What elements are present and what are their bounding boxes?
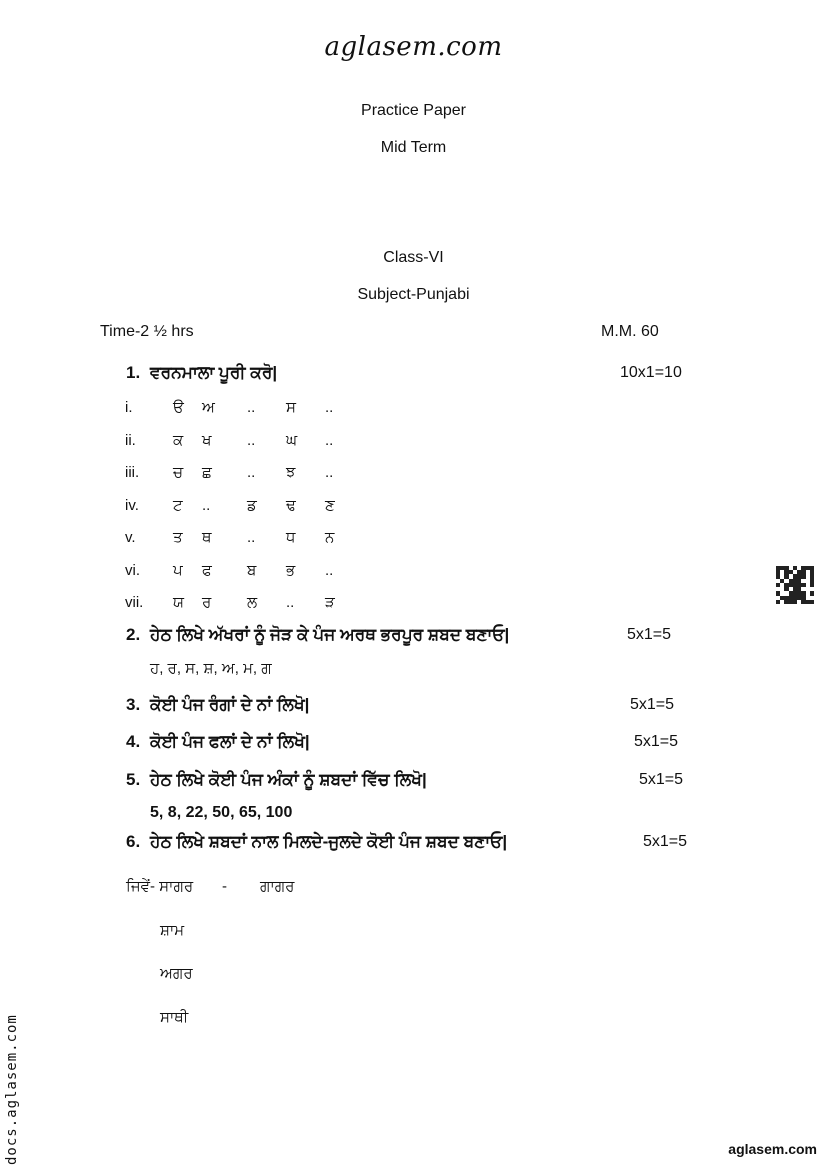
q6-number: 6. bbox=[126, 832, 141, 851]
q1-letter-cell: ਭ bbox=[286, 561, 296, 579]
subject-label: Subject-Punjabi bbox=[357, 286, 470, 303]
q6-word-3: ਸਾਥੀ bbox=[160, 1009, 189, 1026]
q1-letter-cell: .. bbox=[247, 431, 256, 449]
brand-logo: aglasem.com bbox=[324, 32, 503, 62]
q1-letter-cell: ਸ bbox=[286, 399, 296, 416]
qr-code bbox=[776, 566, 814, 604]
q1-letter-cell: ਪ bbox=[173, 561, 183, 579]
q3-number: 3. bbox=[126, 695, 141, 714]
time-label: Time-2 ½ hrs bbox=[100, 323, 194, 340]
q3-text: ਕੋਈ ਪੰਜ ਰੰਗਾਂ ਦੇ ਨਾਂ ਲਿਖੋ| bbox=[150, 695, 310, 714]
q6-example-answer: ਗਾਗਰ bbox=[260, 878, 295, 895]
max-marks: M.M. 60 bbox=[601, 323, 659, 340]
q6-word-2: ਅਗਰ bbox=[160, 965, 193, 982]
q6-marks: 5x1=5 bbox=[643, 833, 688, 850]
q1-letter-cell: ਤ bbox=[173, 529, 183, 546]
q1-row-number: iv. bbox=[125, 496, 139, 514]
q1-row-number: ii. bbox=[125, 431, 136, 449]
q1-letter-cell: .. bbox=[247, 529, 256, 546]
q1-letter-cell: ਥ bbox=[202, 529, 212, 546]
q4-text: ਕੋਈ ਪੰਜ ਫਲਾਂ ਦੇ ਨਾਂ ਲਿਖੋ| bbox=[150, 732, 310, 751]
q1-text: ਵਰਨਮਾਲਾ ਪੂਰੀ ਕਰੋ| bbox=[150, 363, 278, 382]
q1-letter-cell: .. bbox=[202, 496, 211, 514]
q5-numbers: 5, 8, 22, 50, 65, 100 bbox=[150, 804, 293, 821]
q2-number: 2. bbox=[126, 625, 141, 644]
q1-row-number: i. bbox=[125, 399, 133, 416]
q1-letter-cell: .. bbox=[325, 399, 334, 416]
q5-text: ਹੇਠ ਲਿਖੇ ਕੋਈ ਪੰਜ ਅੰਕਾਂ ਨੂੰ ਸ਼ਬਦਾਂ ਵਿੱਚ ਲਿਖੋ| bbox=[150, 770, 427, 789]
class-label: Class-VI bbox=[383, 249, 444, 266]
footer-brand: aglasem.com bbox=[728, 1141, 817, 1157]
q1-letter-cell: ੳ bbox=[173, 399, 184, 416]
side-watermark: docs.aglasem.com bbox=[4, 1014, 20, 1165]
q1-letter-cell: ਘ bbox=[286, 431, 298, 449]
q1-letter-cell: .. bbox=[325, 561, 334, 579]
q1-letter-cell: ਝ bbox=[286, 464, 296, 481]
q1-letter-cell: ਛ bbox=[202, 464, 212, 481]
q6-example-label: ਜਿਵੇਂ- ਸਾਗਰ bbox=[126, 878, 194, 895]
q6-text: ਹੇਠ ਲਿਖੇ ਸ਼ਬਦਾਂ ਨਾਲ ਮਿਲਦੇ-ਜੁਲਦੇ ਕੋਈ ਪੰਜ ਸ਼ਬਦ ਬਣਾਓ| bbox=[150, 832, 508, 851]
q1-letter-cell: .. bbox=[247, 464, 256, 481]
q1-letter-cell: ਕ bbox=[173, 431, 184, 449]
q1-letter-cell: ਬ bbox=[247, 561, 257, 579]
paper-type: Practice Paper bbox=[361, 102, 466, 119]
q1-letter-cell: ਖ bbox=[202, 431, 212, 449]
q1-letter-cell: .. bbox=[247, 399, 256, 416]
q5-marks: 5x1=5 bbox=[639, 771, 684, 788]
q2-text: ਹੇਠ ਲਿਖੇ ਅੱਖਰਾਂ ਨੂੰ ਜੋੜ ਕੇ ਪੰਜ ਅਰਥ ਭਰਪੂਰ ਸ਼ਬਦ ਬਣਾਓ| bbox=[150, 625, 510, 644]
q4-number: 4. bbox=[126, 732, 141, 751]
q1-marks: 10x1=10 bbox=[620, 364, 682, 381]
q2-marks: 5x1=5 bbox=[627, 626, 672, 643]
term: Mid Term bbox=[380, 139, 447, 156]
q4-marks: 5x1=5 bbox=[634, 733, 679, 750]
q1-row-number: vi. bbox=[125, 561, 140, 579]
q1-letter-cell: ਅ bbox=[202, 399, 215, 416]
q1-letter-cell: ਧ bbox=[286, 529, 296, 546]
q1-letter-cell: ਟ bbox=[173, 496, 183, 514]
q1-letter-cell: .. bbox=[325, 431, 334, 449]
q1-letter-cell: .. bbox=[286, 594, 295, 611]
q1-letter-cell: ਯ bbox=[173, 594, 185, 611]
q1-letter-cell: ਨ bbox=[325, 529, 335, 546]
q1-number: 1. bbox=[126, 363, 141, 382]
q3-marks: 5x1=5 bbox=[630, 696, 675, 713]
q1-letter-cell: .. bbox=[325, 464, 334, 481]
q1-letter-cell: ਚ bbox=[173, 464, 184, 481]
q6-example-dash: - bbox=[222, 878, 227, 895]
q6-word-1: ਸ਼ਾਮ bbox=[160, 922, 185, 939]
q1-letter-cell: ਫ bbox=[202, 561, 212, 579]
q1-letter-cell: ਢ bbox=[286, 496, 296, 514]
q1-letter-cell: ਣ bbox=[325, 496, 335, 514]
q1-letter-cell: ੜ bbox=[325, 594, 335, 611]
q1-row-number: v. bbox=[125, 529, 136, 546]
q1-row-number: vii. bbox=[125, 594, 144, 611]
qr-module bbox=[810, 600, 814, 604]
q2-letters: ਹ, ਰ, ਸ, ਸ਼, ਅ, ਮ, ਗ bbox=[150, 660, 272, 677]
q1-letter-cell: ਲ bbox=[247, 594, 258, 611]
q1-letter-cell: ਰ bbox=[202, 594, 212, 611]
q1-letter-cell: ਡ bbox=[247, 496, 257, 514]
q1-row-number: iii. bbox=[125, 464, 140, 481]
q5-number: 5. bbox=[126, 770, 141, 789]
